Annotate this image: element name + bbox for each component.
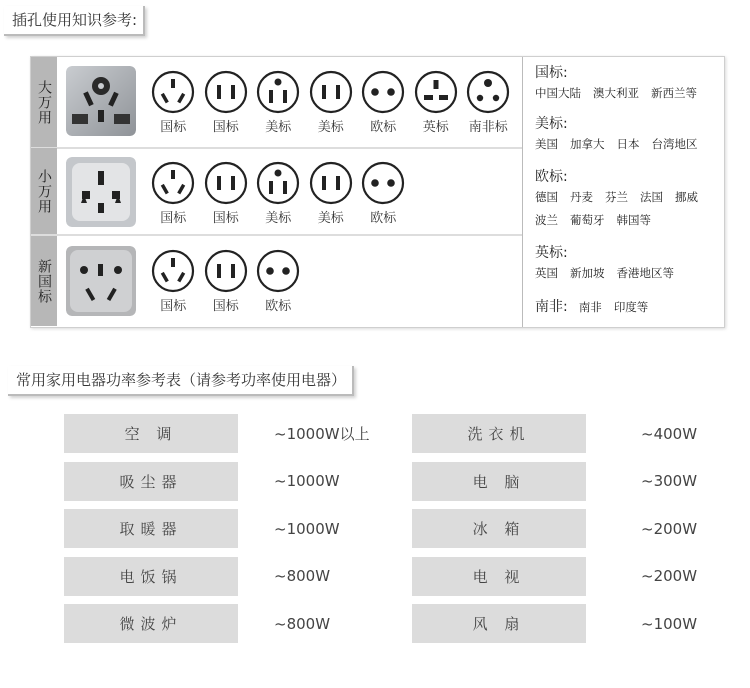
- plug-list: [147, 248, 305, 314]
- appliance-name: 取暖器: [64, 509, 238, 548]
- plug-label: 国标: [212, 211, 239, 226]
- country-name: 芬兰: [605, 190, 628, 204]
- appliance-power: ~200W: [641, 567, 698, 585]
- country-line: [535, 133, 725, 156]
- country-name: 日本: [616, 137, 640, 151]
- plug-label: 国标: [160, 211, 187, 226]
- plug-cn-icon: [150, 248, 196, 294]
- country-name: 挪威: [675, 190, 698, 204]
- appliance-name: 电 视: [412, 557, 586, 596]
- country-line: [579, 300, 661, 314]
- plug-list: [147, 160, 410, 226]
- row-label: 大万用: [31, 57, 57, 147]
- country-name: 南非: [578, 300, 602, 314]
- appliance-name: 电 脑: [412, 462, 586, 501]
- appliance-name: 吸尘器: [64, 462, 238, 501]
- country-name: 丹麦: [570, 190, 593, 204]
- plug-flat: [200, 69, 253, 135]
- appliance-power: ~100W: [641, 614, 698, 633]
- plug-eu-icon: [255, 248, 301, 294]
- appliance-power: ~800W: [274, 614, 331, 633]
- country-group: 欧标: 德国 丹麦 芬兰 法国 挪威 波兰 葡萄牙 韩国等: [535, 166, 725, 232]
- plug-list: [147, 69, 515, 135]
- country-name: 台湾地区: [651, 137, 698, 151]
- country-group: 国标: 中国大陆 澳大利亚 新西兰等: [535, 62, 725, 105]
- country-name: 印度等: [613, 300, 649, 314]
- country-group: 美标: 美国 加拿大 日本 台湾地区: [535, 113, 725, 156]
- power-table-title: 常用家用电器功率参考表（请参考功率使用电器）: [8, 366, 354, 396]
- plug-eu: [357, 69, 410, 135]
- country-list: [535, 82, 725, 105]
- socket-row-universal-large: [31, 57, 523, 149]
- country-list: [579, 296, 661, 319]
- appliance-power: ~400W: [641, 424, 698, 443]
- plug-us: [252, 69, 305, 135]
- country-name: 香港地区等: [616, 266, 674, 280]
- country-name: 美国: [535, 137, 558, 151]
- plug-za-icon: [465, 69, 511, 115]
- appliance-name: 电饭锅: [64, 557, 238, 596]
- appliance-power: ~300W: [641, 472, 698, 490]
- plug-label: 美标: [265, 211, 292, 226]
- plug-uk-icon: [413, 69, 459, 115]
- country-name: 新加坡: [570, 266, 605, 280]
- plug-label: 南非标: [468, 120, 508, 135]
- country-name: 葡萄牙: [570, 213, 605, 227]
- row-label: 新国标: [31, 236, 57, 326]
- country-name: 德国: [535, 190, 558, 204]
- country-group: 南非: 南非 印度等: [535, 296, 725, 319]
- plug-flat: [305, 160, 358, 226]
- socket-row-new-national: [31, 236, 523, 326]
- plug-label: 欧标: [265, 299, 292, 314]
- country-name: 新西兰等: [651, 86, 697, 100]
- country-name: 韩国等: [616, 213, 651, 227]
- country-reference-panel: [522, 57, 725, 327]
- plug-label: 国标: [212, 299, 239, 314]
- country-name: 中国大陆: [535, 86, 581, 100]
- plug-cn-icon: [150, 160, 196, 206]
- country-list: [535, 133, 725, 156]
- country-line: [535, 186, 725, 209]
- plug-flat-icon: [203, 248, 249, 294]
- plug-za: [462, 69, 515, 135]
- appliance-name: 洗衣机: [412, 414, 586, 453]
- country-list: [535, 186, 725, 232]
- country-line: [535, 209, 725, 232]
- country-line: [535, 82, 725, 105]
- plug-flat: [305, 69, 358, 135]
- country-line: [535, 262, 725, 285]
- socket-guide-title: 插孔使用知识参考:: [4, 6, 145, 36]
- plug-flat-icon: [308, 69, 354, 115]
- plug-label: 国标: [160, 299, 187, 314]
- plug-label: 欧标: [370, 211, 397, 226]
- appliance-name: 空 调: [64, 414, 238, 453]
- universal-small-socket-photo: [66, 157, 136, 227]
- plug-flat-icon: [308, 160, 354, 206]
- plug-eu-icon: [360, 69, 406, 115]
- plug-flat: [200, 248, 253, 314]
- plug-us-icon: [255, 69, 301, 115]
- appliance-power: ~800W: [274, 567, 331, 585]
- plug-cn: [147, 248, 200, 314]
- new-national-socket-photo: [66, 246, 136, 316]
- plug-flat: [200, 160, 253, 226]
- plug-label: 国标: [160, 120, 187, 135]
- appliance-name: 风 扇: [412, 604, 586, 643]
- socket-row-universal-small: [31, 148, 523, 236]
- plug-flat-icon: [203, 160, 249, 206]
- universal-large-socket-photo: [66, 66, 136, 136]
- appliance-name: 微波炉: [64, 604, 238, 643]
- appliance-name: 冰 箱: [412, 509, 586, 548]
- plug-eu-icon: [360, 160, 406, 206]
- country-group: 英标: 英国 新加坡 香港地区等: [535, 242, 725, 285]
- plug-cn-icon: [150, 69, 196, 115]
- plug-label: 欧标: [370, 120, 397, 135]
- row-label: 小万用: [31, 148, 57, 234]
- country-list: [535, 262, 725, 285]
- socket-table: [30, 56, 725, 328]
- plug-label: 美标: [317, 211, 344, 226]
- plug-label: 国标: [212, 120, 239, 135]
- plug-flat-icon: [203, 69, 249, 115]
- plug-us-icon: [255, 160, 301, 206]
- plug-uk: [410, 69, 463, 135]
- plug-eu: [357, 160, 410, 226]
- country-name: 澳大利亚: [593, 86, 639, 100]
- plug-eu: [252, 248, 305, 314]
- country-name: 法国: [640, 190, 663, 204]
- plug-cn: [147, 69, 200, 135]
- country-name: 英国: [535, 266, 558, 280]
- appliance-power: ~1000W: [274, 472, 340, 490]
- appliance-power: ~200W: [641, 519, 698, 538]
- plug-label: 美标: [265, 120, 292, 135]
- plug-cn: [147, 160, 200, 226]
- appliance-power: ~1000W: [274, 519, 340, 538]
- plug-label: 美标: [317, 120, 344, 135]
- plug-label: 英标: [422, 120, 449, 135]
- country-name: 加拿大: [570, 137, 605, 151]
- country-name: 波兰: [535, 213, 558, 227]
- appliance-power: ~1000W以上: [274, 425, 370, 443]
- plug-us: [252, 160, 305, 226]
